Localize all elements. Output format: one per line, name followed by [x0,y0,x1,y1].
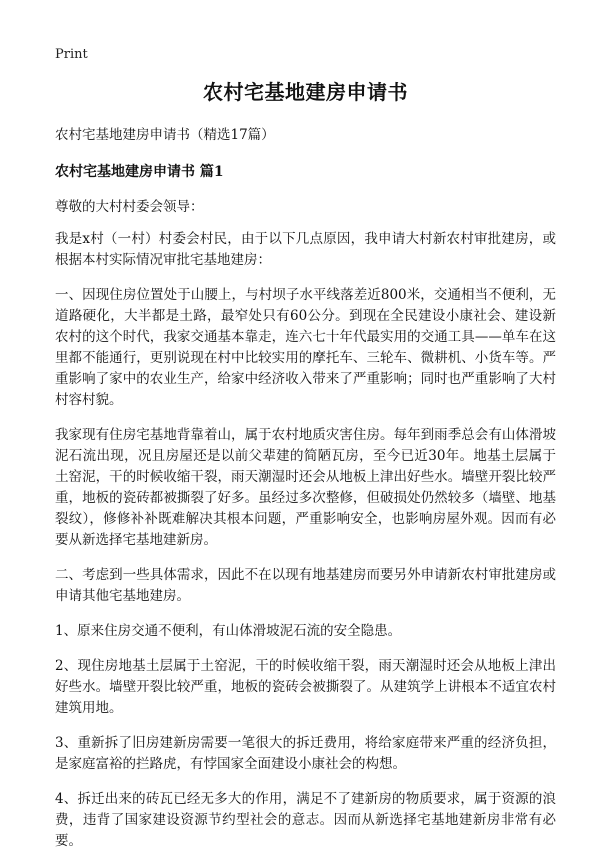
paragraph-point-4: 4、拆迁出来的砖瓦已经无多大的作用，满足不了建新房的物质要求，属于资源的浪费，违背了国家建设资源节约型社会的意志。因而从新选择宅基地建新房非常有必要。 [55,791,556,849]
paragraph-point-2: 2、现住房地基土层属于土窑泥，干的时候收缩干裂，雨天潮湿时还会从地板上津出好些水。墙壁开裂比较严重，地板的瓷砖会被撕裂了。从建筑学上讲根本不适宜农村建筑用地。 [55,658,556,716]
print-link[interactable]: Print [55,47,88,62]
greeting-line: 尊敬的大村村委会领导： [55,199,204,215]
document-subtitle: 农村宅基地建房申请书（精选17篇） [55,127,275,143]
paragraph-point-3: 3、重新拆了旧房建新房需要一笔很大的拆迁费用，将给家庭带来严重的经济负担，是家庭富裕的拦路虎，有悖国家全面建设小康社会的构想。 [55,735,556,772]
page-title: 农村宅基地建房申请书 [203,80,408,104]
paragraph-intro: 我是x村（一村）村委会村民，由于以下几点原因，我申请大村新农村审批建房，或根据本村实际情况审批宅基地建房： [55,231,556,268]
paragraph-house-condition: 我家现有住房宅基地背靠着山，属于农村地质灾害住房。每年到雨季总会有山体滑坡泥石流出现，况且房屋还是以前父辈建的简陋瓦房，至今已近30年。地基土层属于土窑泥，干的时候收缩干裂，雨天潮湿时还会从地板上津出好些水。墙壁开裂比较严重，地板的瓷砖都被撕裂了好多。虽经过多次整修，但破损处仍然较多（墙壁、地基裂纹），修修补补既难解决其根本问题，严重影响安全，也影响房屋外观。因而有必要从新选择宅基地建新房。 [55,427,556,548]
paragraph-point-1: 1、原来住房交通不便利，有山体滑坡泥石流的安全隐患。 [55,623,402,639]
section-heading: 农村宅基地建房申请书 篇1 [55,164,224,180]
paragraph-reason-one: 一、因现住房位置处于山腰上，与村坝子水平线落差近800米，交通相当不便利，无道路硬化，大半都是土路，最窄处只有60公分。到现在全民建设小康社会、建设新农村的这个时代，我家交通基本靠走，连六七十年代最实用的交通工具——单车在这里都不能通行，更别说现在村中比较实用的摩托车、三轮车、微耕机、小货车等。严重影响了家中的农业生产，给家中经济收入带来了严重影响；同时也严重影响了大村村容村貌。 [55,287,556,408]
paragraph-reason-two: 二、考虑到一些具体需求，因此不在以现有地基建房而要另外申请新农村审批建房或申请其他宅基地建房。 [55,567,556,604]
